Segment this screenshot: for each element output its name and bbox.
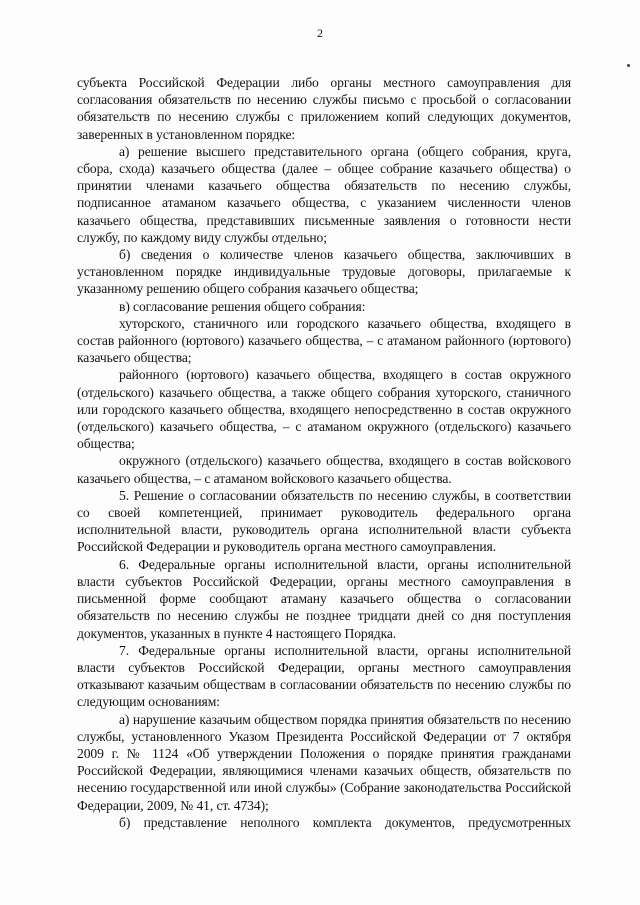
paragraph-khutor-society: хуторского, станичного или городского казачьего общества, входящего в состав районного (юртового) казачьего общества, – с атаманом районного (юртового) казачьего общества; — [77, 315, 571, 366]
paragraph-okrug-society: окружного (отдельского) казачьего общества, входящего в состав войскового казачьего общества, – с атаманом войскового казачьего общества. — [77, 453, 571, 486]
scan-mark — [627, 64, 630, 67]
paragraph-intro-continuation: субъекта Российской Федерации либо органы местного самоуправления для согласования обязательств по несению службы письмо с просьбой о согласовании обязательств по несению службы с приложением копий следующих документов, заверенных в установленном порядке: — [77, 75, 571, 142]
paragraph-section-5: 5. Решение о согласовании обязательств по несению службы, в соответствии со своей компетенцией, принимает руководитель федерального органа исполнительной власти, руководитель органа исполнительной власти субъекта Российской Федерации и руководитель органа местного самоуправления. — [77, 487, 571, 555]
paragraph-section-7-item-b: б) представление неполного комплекта документов, предусмотренных — [119, 814, 571, 830]
paragraph-item-a-decision: а) решение высшего представительного органа (общего собрания, круга, сбора, схода) казачьего общества (далее – общее собрание казачьего общества) о принятии членами казачьего общества обязательств по несению службы, подписанное атаманом казачьего общества, с указанием численности членов казачьего общества, представивших письменные заявления о готовности нести службу, по каждому виду службы отдельно; — [77, 143, 571, 245]
document-body — [77, 74, 571, 831]
page-number: 2 — [317, 26, 323, 40]
paragraph-section-7: 7. Федеральные органы исполнительной власти, органы исполнительной власти субъектов Российской Федерации, органы местного самоуправления отказывают казачьим обществам в согласовании обязательств по несению службы по следующим основаниям: — [77, 642, 571, 710]
paragraph-item-v-approval: в) согласование решения общего собрания: — [119, 298, 366, 314]
paragraph-section-6: 6. Федеральные органы исполнительной власти, органы исполнительной власти субъектов Российской Федерации, органы местного самоуправления в письменной форме сообщают атаману казачьего общества о согласовании обязательств по несению службы не позднее тридцати дней со дня поступления документов, указанных в пункте 4 настоящего Порядка. — [77, 556, 571, 641]
paragraph-item-b-members: б) сведения о количестве членов казачьего общества, заключивших в установленном порядке индивидуальные трудовые договоры, прилагаемые к указанному решению общего собрания казачьего общества; — [77, 247, 571, 297]
paragraph-section-7-item-a: а) нарушение казачьим обществом порядка принятия обязательств по несению службы, установленного Указом Президента Российской Федерации от 7 октября 2009 г. № 1124 «Об утверждении Положения о порядке принятия гражданами Российской Федерации, являющимися членами казачьих обществ, обязательств по несению государственной или иной службы» (Собрание законодательства Российской Федерации, 2009, № 41, ст. 4734); — [77, 711, 571, 813]
paragraph-district-society: районного (юртового) казачьего общества, входящего в состав окружного (отдельского) казачьего общества, а также общего собрания хуторского, станичного или городского казачьего общества, входящего непосредственно в состав окружного (отдельского) казачьего общества, – с атаманом окружного (отдельского) казачьего общества; — [77, 367, 571, 452]
